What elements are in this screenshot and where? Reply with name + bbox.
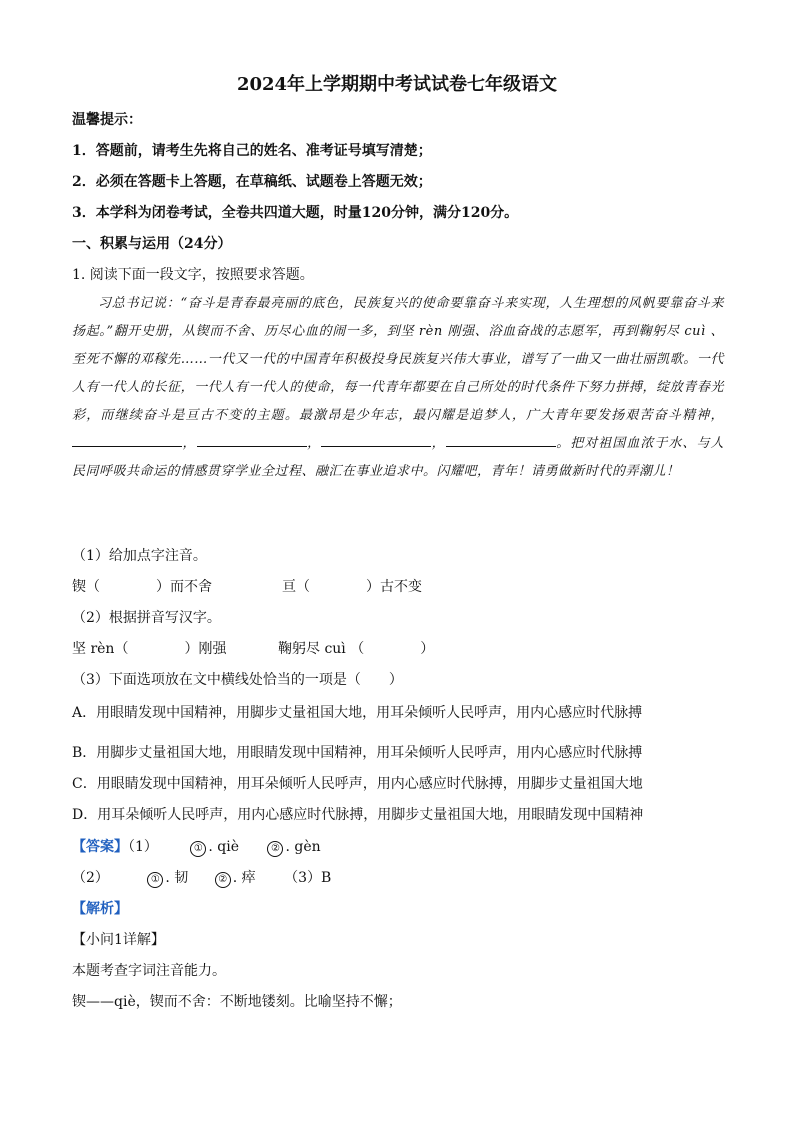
answer-blank-1[interactable] xyxy=(72,432,182,447)
analysis-sub-heading: 【小问1详解】 xyxy=(72,932,165,948)
passage-text-1: 习总书记说：“奋斗是青春最亮丽的底色，民族复兴的使命要靠奋斗来实现，人生理想的风帆要靠奋斗来扬起。”翻开史册，从锲而不舍、历尽心血的闹一多，到坚 rèn 刚强、浴血奋战的志愿军，再到鞠躬尽 cuì 、至死不懈的邓稼先……一代又一代的中国青年积极投身民族复兴伟大事业，谱写了一曲又一曲壮丽凯歌。一代人有一代人的长征，一代人有一代人的使命，每一代青年都要在自己所处的时代条件下努力拼搏，绽放青春光彩，而继续奋斗是亘古不变的主题。最激昂是少年志，最闪耀是追梦人，广大青年要发扬艰苦奋斗精神， xyxy=(72,296,724,423)
passage-text-2: 。把对祖国血浓于水、与人民同呼吸共命运的情感贯穿学业全过程、融汇在事业追求中。闪耀吧，青年！请勇做新时代的弄潮儿！ xyxy=(72,436,724,479)
answer-line-2 xyxy=(72,869,331,888)
tips-heading: 温馨提示： xyxy=(72,112,142,128)
item-b-before: 亘（ xyxy=(282,579,310,595)
answer-tag: 【答案】 xyxy=(72,839,128,855)
analysis-line-1: 本题考查字词注音能力。 xyxy=(72,963,226,979)
item-a-after: ）而不舍 xyxy=(156,579,212,595)
sub-question-2-label: （2）根据拼音写汉字。 xyxy=(72,610,221,626)
sub-question-1-item-b xyxy=(282,578,422,596)
reading-passage: 习总书记说：“奋斗是青春最亮丽的底色，民族复兴的使命要靠奋斗来实现，人生理想的风帆要靠奋斗来扬起。”翻开史册，从锲而不舍、历尽心血的闹一多，到坚 rèn 刚强、浴血奋战的志愿军，再到鞠躬尽 cuì 、至死不懈的邓稼先……一代又一代的中国青年积极投身民族复兴伟大事业，谱写了一曲又一曲壮丽凯歌。一代人有一代人的长征，一代人有一代人的使命，每一代青年都要在自己所处的时代条件下努力拼搏，绽放青春光彩，而继续奋斗是亘古不变的主题。最激昂是少年志，最闪耀是追梦人，广大青年要发扬艰苦奋斗精神， ， ， ， 。把对祖国血浓于水、与人民同呼吸共命运的情感贯穿学业全过程、融汇在事业追求中。闪耀吧，青年！请勇做新时代的弄潮儿！ xyxy=(72,296,724,479)
option-c[interactable]: C．用眼睛发现中国精神，用耳朵倾听人民呼声，用内心感应时代脉搏，用脚步丈量祖国大地 xyxy=(72,776,643,792)
item-b-after: ）古不变 xyxy=(366,579,422,595)
answer-item-4: . 瘁 xyxy=(232,870,256,886)
tip-item-2: 2．必须在答题卡上答题，在草稿纸、试题卷上答题无效； xyxy=(72,174,432,190)
circled-number-1: ① xyxy=(190,841,206,857)
tip-item-3: 3．本学科为闭卷考试，全卷共四道大题，时量120分钟，满分120分。 xyxy=(72,205,519,221)
sub-question-2-item-d xyxy=(278,640,434,658)
sub-question-2-items xyxy=(72,640,226,658)
answer-line-1 xyxy=(72,838,321,857)
sub-question-1-items xyxy=(72,578,212,596)
circled-number-3: ① xyxy=(147,872,163,888)
answer-item-2: . gèn xyxy=(285,839,321,855)
analysis-line-2: 锲——qiè，锲而不舍：不断地镂刻。比喻坚持不懈； xyxy=(72,994,402,1010)
answer-blank-3[interactable] xyxy=(321,432,431,447)
item-c-after: ）刚强 xyxy=(184,641,227,657)
option-b[interactable]: B．用脚步丈量祖国大地，用眼睛发现中国精神，用耳朵倾听人民呼声，用内心感应时代脉搏 xyxy=(72,745,643,761)
item-d-after: ） xyxy=(420,641,435,657)
option-d[interactable]: D．用耳朵倾听人民呼声，用内心感应时代脉搏，用脚步丈量祖国大地，用眼睛发现中国精神 xyxy=(72,807,644,823)
answer-item-3: . 韧 xyxy=(165,870,189,886)
exam-title: 2024年上学期期中考试试卷七年级语文 xyxy=(236,74,558,95)
sub-question-1-label: （1）给加点字注音。 xyxy=(72,548,207,564)
answer-blank-4[interactable] xyxy=(446,432,556,447)
tip-item-1: 1．答题前，请考生先将自己的姓名、准考证号填写清楚； xyxy=(72,143,432,159)
answer-item-5: （3）B xyxy=(284,870,332,886)
answer-blank-2[interactable] xyxy=(197,432,307,447)
circled-number-2: ② xyxy=(267,841,283,857)
circled-number-4: ② xyxy=(215,872,231,888)
item-c-before: 坚 rèn（ xyxy=(72,641,129,657)
item-a-before: 锲（ xyxy=(72,579,100,595)
analysis-tag: 【解析】 xyxy=(72,901,128,917)
section-heading: 一、积累与运用（24分） xyxy=(72,236,232,252)
item-d-before: 鞠躬尽 cuì （ xyxy=(278,641,365,657)
question-stem: 1. 阅读下面一段文字，按照要求答题。 xyxy=(72,267,314,283)
answer-item-1: . qiè xyxy=(208,839,239,855)
sub-question-3-label: （3）下面选项放在文中横线处恰当的一项是（ ） xyxy=(72,672,403,688)
option-a[interactable]: A．用眼睛发现中国精神，用脚步丈量祖国大地，用耳朵倾听人民呼声，用内心感应时代脉搏 xyxy=(72,705,643,721)
answer-prefix-1: （1） xyxy=(128,839,158,855)
answer-prefix-2: （2） xyxy=(72,870,109,886)
